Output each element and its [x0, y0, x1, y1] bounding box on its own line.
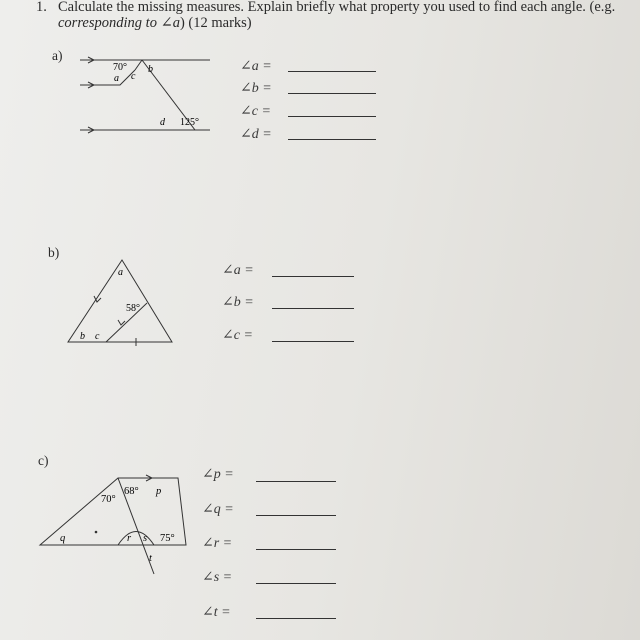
angle-b-label: b [80, 331, 85, 342]
angle-r-label: r [127, 533, 132, 544]
marks-text: ) (12 marks) [179, 15, 252, 31]
angle-70-label: 70° [113, 62, 127, 73]
answer-t-line[interactable] [256, 618, 336, 619]
angle-125-label: 125° [180, 117, 199, 128]
example-text: corresponding to ∠a [58, 15, 180, 31]
part-c-label: c) [38, 453, 49, 468]
transversal-left [135, 60, 142, 70]
angle-a-label: a [114, 73, 119, 84]
part-b-diagram [64, 258, 184, 348]
answer-c-line[interactable] [288, 116, 376, 117]
dot-mark [95, 531, 98, 534]
angle-p-label: p [156, 486, 162, 497]
angle-a-label: a [118, 267, 123, 278]
angle-c-label: c [95, 331, 100, 342]
answer-p-line[interactable] [256, 481, 336, 482]
angle-68-label: 68° [124, 486, 139, 497]
angle-t-label: t [149, 553, 152, 564]
answer-a-label: ∠a = [222, 263, 254, 278]
answer-b-line[interactable] [272, 308, 354, 309]
angle-d-label: d [160, 117, 165, 128]
answer-c-label: ∠c = [240, 104, 271, 119]
answer-s-label: ∠s = [202, 570, 233, 585]
question-number: 1. [36, 0, 47, 15]
part-a-label: a) [52, 48, 63, 63]
angle-s-label: s [143, 533, 148, 544]
angle-q-label: q [60, 533, 66, 544]
answer-a-line[interactable] [272, 276, 354, 277]
answer-p-label: ∠p = [202, 467, 234, 482]
angle-c-label: c [131, 71, 136, 82]
answer-d-line[interactable] [288, 139, 376, 140]
answer-a-label: ∠a = [240, 59, 272, 74]
answer-q-label: ∠q = [202, 502, 234, 517]
angle-75-label: 75° [160, 533, 175, 544]
answer-r-line[interactable] [256, 549, 336, 550]
question-instructions: Calculate the missing measures. Explain briefly what property you used to find each angle. (e.g. [58, 0, 616, 15]
answer-c-line[interactable] [272, 341, 354, 342]
answer-d-label: ∠d = [240, 127, 272, 142]
answer-s-line[interactable] [256, 583, 336, 584]
angle-58-label: 58° [126, 303, 140, 314]
answer-b-line[interactable] [288, 93, 376, 94]
part-b-label: b) [48, 245, 60, 260]
part-a-diagram [80, 50, 220, 140]
answer-c-label: ∠c = [222, 328, 253, 343]
answer-b-label: ∠b = [240, 81, 272, 96]
answer-b-label: ∠b = [222, 295, 254, 310]
part-c-diagram [38, 470, 198, 580]
angle-70-label: 70° [101, 494, 116, 505]
answer-t-label: ∠t = [202, 605, 231, 620]
answer-q-line[interactable] [256, 515, 336, 516]
angle-arc [118, 532, 154, 546]
answer-a-line[interactable] [288, 71, 376, 72]
question-instructions-line2 [58, 15, 252, 31]
angle-b-label: b [148, 64, 153, 75]
answer-r-label: ∠r = [202, 536, 233, 551]
